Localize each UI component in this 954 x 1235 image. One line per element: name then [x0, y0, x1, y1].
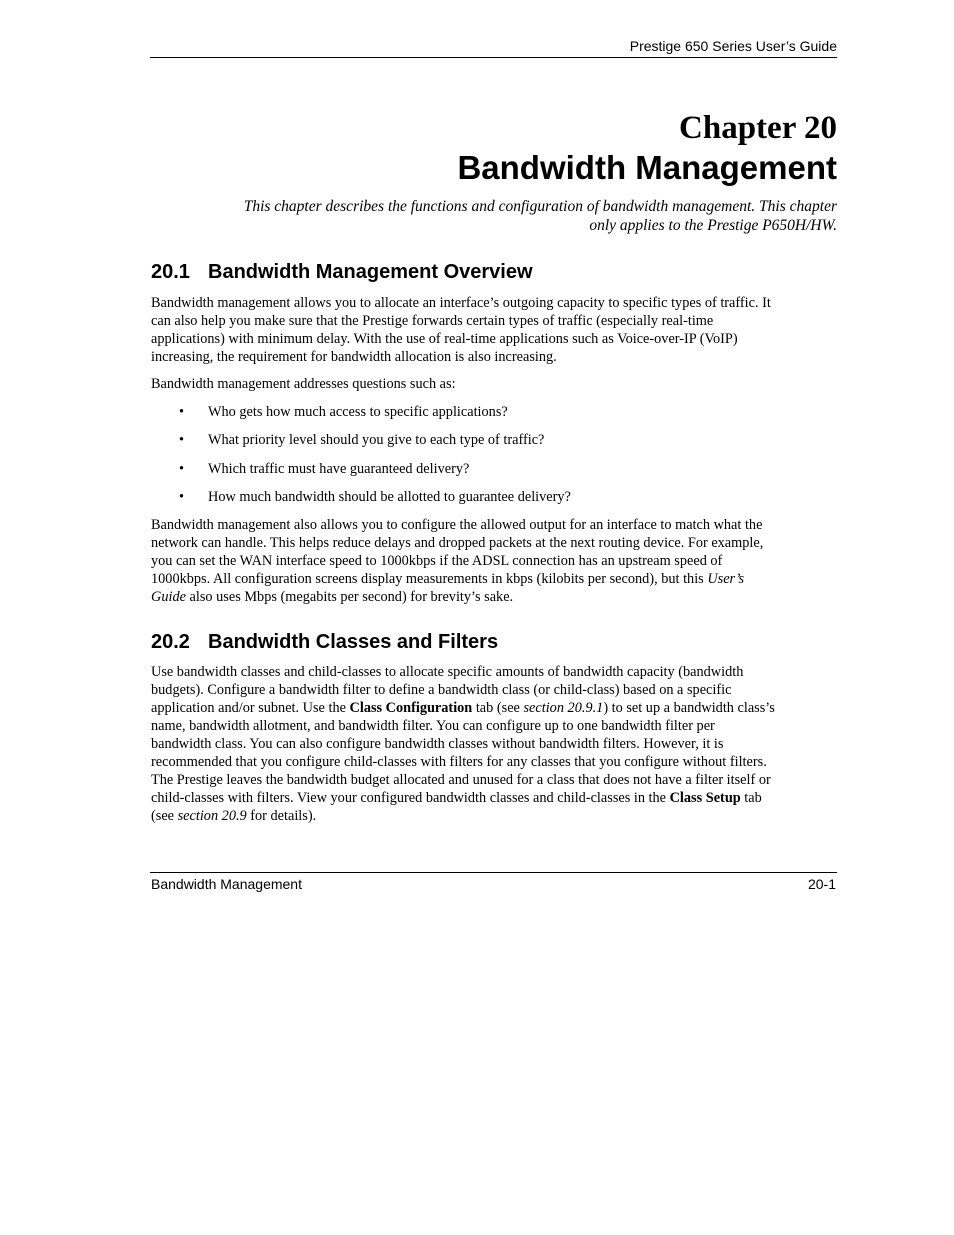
paragraph-line: Bandwidth management allows you to allocate an interface’s outgoing capacity to specific types of traffic. It [151, 295, 771, 311]
running-header: Prestige 650 Series User’s Guide [629, 38, 837, 54]
paragraph-line: network can handle. This helps reduce delays and dropped packets at the next routing device. For example, [151, 535, 764, 551]
ui-term-class-setup: Class Setup [669, 790, 741, 806]
list-item-text: Which traffic must have guaranteed delivery? [208, 460, 470, 477]
paragraph-line: applications) with minimum delay. With the use of real-time applications such as Voice-over-IP (VoIP) [151, 331, 738, 347]
list-item [150, 403, 837, 431]
question-list [150, 403, 837, 516]
paragraph-line: The Prestige leaves the bandwidth budget allocated and unused for a class that does not have a filter itself or [151, 772, 771, 788]
section-reference: section 20.9 [177, 808, 247, 824]
text-run: tab (see [472, 700, 524, 716]
footer-rule [150, 872, 837, 873]
header-rule [150, 57, 837, 58]
bullet-icon: • [179, 432, 185, 449]
paragraph-line [151, 789, 837, 807]
paragraph-line: Use bandwidth classes and child-classes to allocate specific amounts of bandwidth capacity (bandwidth [151, 664, 744, 680]
guide-reference: Guide [151, 589, 186, 605]
paragraph-overview [151, 294, 837, 366]
chapter-intro [150, 197, 837, 235]
section-heading-20-2 [151, 630, 837, 654]
paragraph-line: can also help you make sure that the Prestige forwards certain types of traffic (especially real-time [151, 313, 714, 329]
section-number: 20.2 [151, 631, 190, 653]
paragraph-line: budgets). Configure a bandwidth filter to define a bandwidth class (or child-class) based on a specific [151, 682, 732, 698]
text-run: tab [740, 790, 762, 806]
paragraph-questions-intro [151, 375, 837, 393]
paragraph-classes-filters [151, 663, 837, 825]
text-run: also uses Mbps (megabits per second) for brevity’s sake. [185, 589, 514, 605]
section-heading-20-1 [151, 260, 837, 284]
section-number: 20.1 [151, 261, 190, 283]
bullet-icon: • [179, 404, 185, 420]
paragraph-line: Bandwidth management addresses questions such as: [151, 376, 456, 392]
section-title: Bandwidth Management Overview [208, 261, 533, 283]
paragraph-line [151, 570, 837, 588]
paragraph-line: name, bandwidth allotment, and bandwidth filter. You can configure up to one bandwidth filter per [151, 718, 715, 734]
chapter-intro-line: This chapter describes the functions and configuration of bandwidth management. This chapter [243, 198, 837, 215]
bullet-icon: • [179, 460, 185, 477]
paragraph-line: increasing, the requirement for bandwidth allocation is also increasing. [151, 349, 557, 365]
bullet-icon: • [179, 488, 185, 505]
paragraph-line [151, 699, 837, 717]
running-footer [151, 875, 836, 893]
text-run: application and/or subnet. Use the [151, 700, 350, 716]
list-item [150, 431, 837, 459]
list-item-text: Who gets how much access to specific applications? [208, 404, 508, 420]
guide-reference: User’s [707, 571, 745, 587]
list-item [150, 488, 837, 516]
chapter-intro-line: only applies to the Prestige P650H/HW. [589, 217, 837, 234]
paragraph-line [151, 588, 837, 606]
list-item-text: What priority level should you give to each type of traffic? [208, 432, 545, 449]
chapter-title: Bandwidth Management [457, 149, 837, 186]
list-item [150, 460, 837, 488]
footer-chapter-name: Bandwidth Management [151, 876, 302, 892]
text-run: for details). [246, 808, 317, 824]
text-run: 1000kbps. All configuration screens display measurements in kbps (kilobits per second), but this [151, 571, 708, 587]
paragraph-line: Bandwidth management also allows you to configure the allowed output for an interface to match what the [151, 517, 763, 533]
section-reference: section 20.9.1 [523, 700, 604, 716]
text-run: ) to set up a bandwidth class’s [603, 700, 775, 716]
paragraph-output-limits [151, 516, 837, 606]
paragraph-line: recommended that you configure child-classes with filters for any classes that you configure without filters. [151, 754, 767, 770]
list-item-text: How much bandwidth should be allotted to guarantee delivery? [208, 488, 571, 505]
text-run: (see [151, 808, 178, 824]
chapter-number: Chapter 20 [679, 110, 837, 146]
paragraph-line: bandwidth class. You can also configure bandwidth classes without bandwidth filters. However, it is [151, 736, 724, 752]
footer-page-number: 20-1 [807, 876, 836, 892]
paragraph-line: you can set the WAN interface speed to 1000kbps if the ADSL connection has an upstream speed of [151, 553, 723, 569]
section-title: Bandwidth Classes and Filters [208, 631, 499, 653]
paragraph-line [151, 807, 837, 825]
ui-term-class-configuration: Class Configuration [349, 700, 473, 716]
text-run: child-classes with filters. View your configured bandwidth classes and child-classes in the [151, 790, 670, 806]
